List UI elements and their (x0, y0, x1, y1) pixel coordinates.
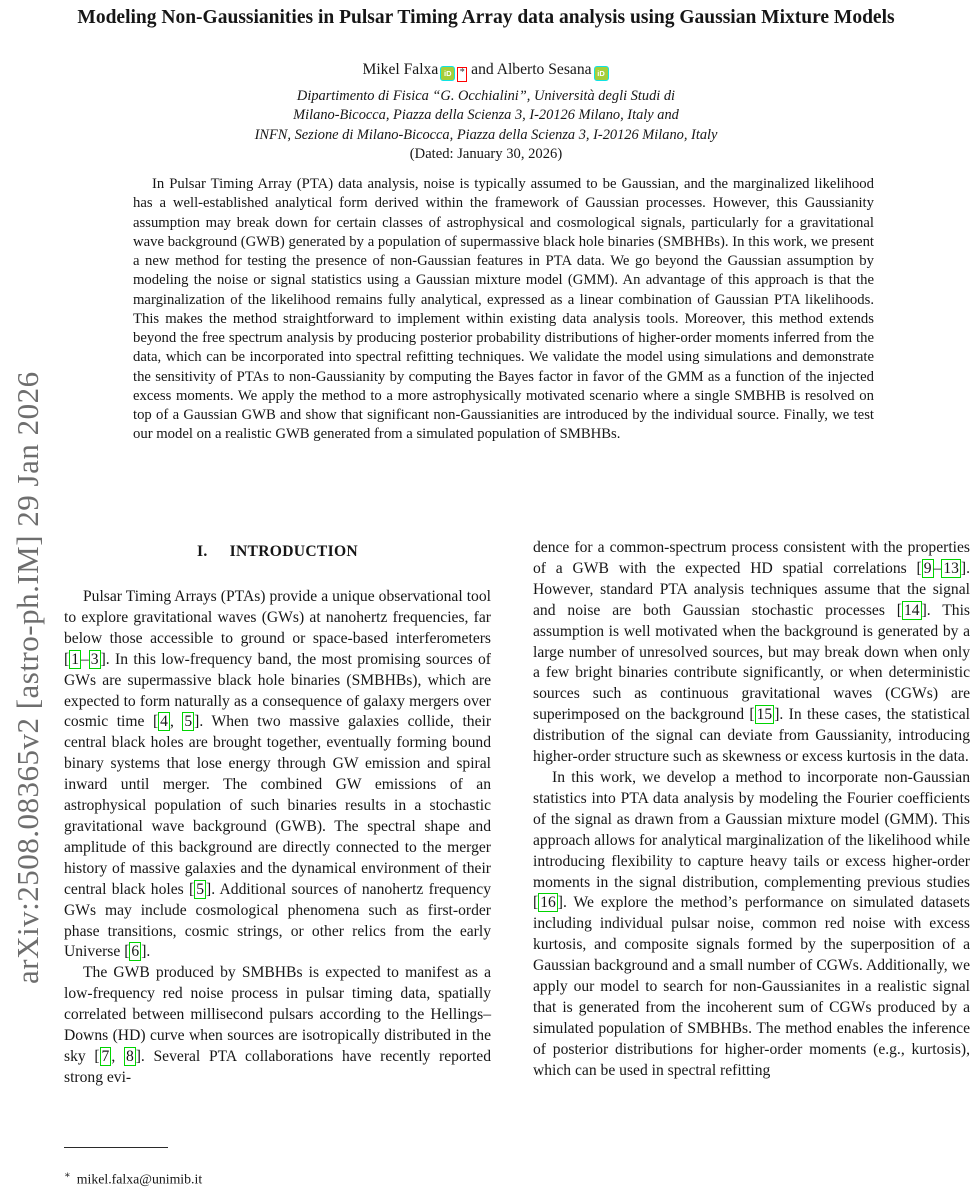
citation-link[interactable]: 8 (125, 1047, 134, 1065)
right-column-text (533, 538, 970, 1082)
arxiv-stamp: arXiv:2508.08365v2 [astro-ph.IM] 29 Jan 2026 (10, 371, 45, 984)
section-number: I. (197, 543, 208, 560)
dated-line: (Dated: January 30, 2026) (409, 146, 563, 162)
citation-link[interactable]: 5 (196, 880, 204, 898)
left-column-text (64, 587, 491, 1089)
footnote (64, 1170, 491, 1188)
citation-link[interactable]: 4 (160, 713, 168, 731)
section-heading (64, 543, 491, 561)
paragraph: The GWB produced by SMBHBs is expected to manifest as a low-frequency red noise process in pulsar timing data, spatially correlated between millisecond pulsars according to the Hellings–Downs (HD) curve when sources are isotropically distributed in the sky [ 7 , 8 ]. Several PTA collaborations have recently reported strong evi- (64, 964, 491, 1086)
citation-link[interactable]: 1 (71, 650, 79, 668)
citation-link[interactable]: 15 (756, 706, 773, 724)
text-line: Milano-Bicocca, Piazza della Scienza 3, I-20126 Milano, Italy and (293, 107, 679, 124)
orcid-icon[interactable]: iD (440, 66, 455, 81)
paragraph: dence for a common-spectrum process consistent with the properties of a GWB with the expected HD spatial correlations [ 9 – 13 ]. However, standard PTA analysis techniques assume that the signal and noise are both Gaussian stochastic processes [ 14 ]. This assumption is well motivated when the background is generated by a large number of unresolved sources, but may break down when only a few bright binaries contribute significantly, or when deterministic sources such as continuous gravitational waves (CGWs) are superimposed on the background [ 15 ]. In these cases, the statistical distribution of the signal can deviate from Gaussianity, introducing higher-order structure such as skewness or excess kurtosis in the data. (533, 539, 970, 766)
text-line: INFN, Sezione di Milano-Bicocca, Piazza della Scienza 3, I-20126 Milano, Italy (254, 126, 718, 143)
abstract-text: In Pulsar Timing Array (PTA) data analysis, noise is typically assumed to be Gaussian, and the marginalized likelihood has a well-established analytical form derived within the framework of Gaussian processes. However, this Gaussianity assumption may break down for certain classes of astrophysical and cosmological signals, particularly for a gravitational wave background (GWB) generated by a population of supermassive black hole binaries (SMBHBs). In this work, we present a new method for testing the presence of non-Gaussian features in PTA data. We go beyond the Gaussian assumption by modeling the noise or signal statistics using a Gaussian mixture model (GMM). An advantage of this approach is that the marginalization of the likelihood remains fully analytical, expressed as a linear combination of Gaussian PTA likelihoods. This makes the method straightforward to implement within existing data analysis tools. Moreover, this method extends beyond the free spectrum analysis by producing posterior probability distributions of higher-order moments inferred from the data, which can be incorporated into spectral refitting techniques. We validate the model using simulations and demonstrate the sensitivity of PTAs to non-Gaussianity by computing the Bayes factor in favor of the GMM as a function of the injected excess moments. We apply the method to a more astrophysically motivated scenario where a single SMBHB is resolved on top of a Gaussian GWB and show that significant non-Gaussianities are introduced by the individual source. Finally, we test our model on a realistic GWB generated from a simulated population of SMBHBs. (133, 176, 874, 443)
footnote-marker: ∗ (64, 1170, 71, 1181)
citation-link[interactable]: 3 (90, 650, 99, 668)
orcid-icon[interactable]: iD (594, 66, 609, 81)
citation-link[interactable]: 16 (540, 894, 556, 912)
text-line: Dipartimento di Fisica “G. Occhialini”, Università degli Studi di (296, 88, 676, 104)
citation-link[interactable]: 9 (923, 559, 932, 577)
citation-link[interactable]: 14 (903, 601, 920, 619)
abstract (133, 175, 874, 445)
affiliation (56, 87, 916, 145)
citation-link[interactable]: 7 (101, 1047, 110, 1065)
footnote-mark-link[interactable]: * (457, 67, 467, 82)
paragraph: In this work, we develop a method to incorporate non-Gaussian statistics into PTA data analysis by modeling the Fourier coefficients of the signal as drawn from a Gaussian mixture model (GMM). This approach allows for analytical marginalization of the likelihood while introducing flexibility to capture heavy tails or excess higher-order moments in the signal distribution, complementing previous studies [ 16 ]. We explore the method’s performance on simulated datasets including individual pulsar noise, common red noise with excess kurtosis, and composite signals formed by the superposition of a Gaussian background and a small number of CGWs. Additionally, we apply our model to search for non-Gaussianites in a realistic signal that is generated from the incoherent sum of CGWs produced by a simulated population of SMBHBs. The method enables the inference of posterior distributions for higher-order moments (e.g., kurtosis), which can be used in spectral refitting (533, 768, 970, 1079)
paper-title: Modeling Non-Gaussianities in Pulsar Timing Array data analysis using Gaussian Mixture Models (77, 7, 895, 28)
footnote-rule (64, 1147, 168, 1148)
citation-link[interactable]: 6 (131, 943, 140, 961)
left-column (64, 543, 491, 1089)
right-column (533, 538, 970, 1082)
paragraph: Pulsar Timing Arrays (PTAs) provide a unique observational tool to explore gravitational waves (GWs) at nanohertz frequencies, far below those accessible to ground or space-based interferometers [ 1 – 3 ]. In this low-frequency band, the most promising sources of GWs are supermassive black hole binaries (SMBHBs), which are expected to form naturally as a consequence of galaxy mergers over cosmic time [ 4 , 5 ]. When two massive galaxies collide, their central black holes are brought together, eventually forming bound binary systems that lose energy through GW emission and spiral inward until merger. The combined GW emissions of an astrophysical population of such binaries results in a stochastic gravitational wave background (GWB). The spectral shape and amplitude of this background are directly connected to the merger history of massive galaxies and the dynamical environment of their central black holes [ 5 ]. Additional sources of nanohertz frequency GWs may include cosmological phenomena such as first-order phase transitions, cosmic strings, or other relics from the early Universe [ 6 ]. (64, 588, 492, 961)
citation-link[interactable]: 13 (943, 559, 959, 577)
footnote-email-link[interactable]: mikel.falxa@unimib.it (76, 1171, 203, 1187)
section-title: INTRODUCTION (229, 543, 358, 560)
citation-link[interactable]: 5 (184, 713, 193, 731)
author-line: Mikel Falxa iD * and Alberto Sesana iD (56, 61, 916, 82)
